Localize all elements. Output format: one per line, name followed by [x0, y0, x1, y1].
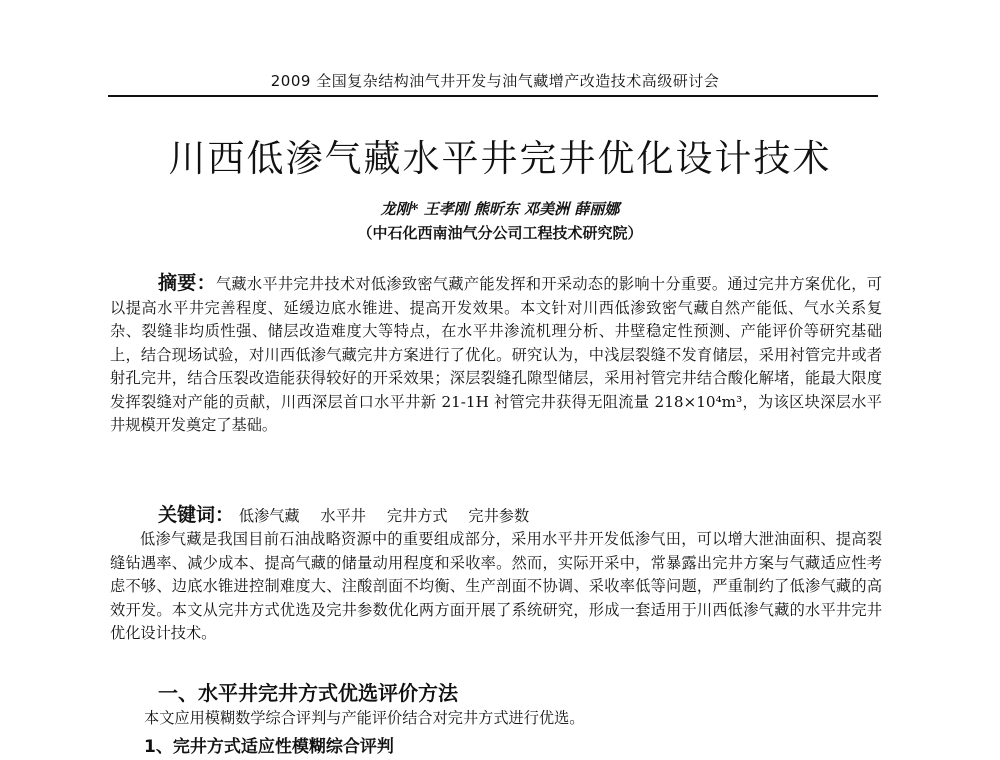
subsection-heading: 1、完井方式适应性模糊综合评判: [144, 737, 394, 757]
affiliation: （中石化西南油气分公司工程技术研究院）: [357, 224, 643, 242]
keyword-item: 完井方式: [386, 507, 448, 525]
section-text: 本文应用模糊数学综合评判与产能评价结合对完井方式进行优选。: [144, 709, 585, 727]
keyword-item: 完井参数: [468, 507, 530, 525]
keyword-item: 低渗气藏: [238, 507, 300, 525]
section-heading: 一、水平井完井方式优选评价方法: [158, 681, 458, 705]
keyword-item: 水平井: [320, 507, 366, 525]
author-list: 龙刚* 王孝刚 熊昕东 邓美洲 薛丽娜: [380, 200, 620, 218]
abstract: [110, 272, 882, 438]
keywords-label: 关键词：: [158, 504, 235, 526]
paper-title: 川西低渗气藏水平井完井优化设计技术: [168, 137, 832, 180]
abstract-text: 气藏水平井完井技术对低渗致密气藏产能发挥和开采动态的影响十分重要。通过完井方案优化，可以提高水平井完善程度、延缓边底水锥进、提高开发效果。本文针对川西低渗致密气藏自然产能低、气水关系复杂、裂缝非均质性强、储层改造难度大等特点，在水平井渗流机理分析、井壁稳定性预测、产能评价等研究基础上，结合现场试验，对川西低渗气藏完井方案进行了优化。研究认为，中浅层裂缝不发育储层，采用衬管完井或者射孔完井，结合压裂改造能获得较好的开采效果；深层裂缝孔隙型储层，采用衬管完井结合酸化解堵，能最大限度发挥裂缝对产能的贡献，川西深层首口水平井新 21-1H 衬管完井获得无阻流量 218×10⁴m³，为该区块深层水平井规模开发奠定了基础。: [110, 275, 882, 434]
header-rule: [108, 95, 878, 97]
abstract-label: 摘要：: [158, 272, 216, 294]
introduction-paragraph: 低渗气藏是我国目前石油战略资源中的重要组成部分，采用水平井开发低渗气田，可以增大泄油面积、提高裂缝钻遇率、减少成本、提高气藏的储量动用程度和采收率。然而，实际开采中，常暴露出完井方案与气藏适应性考虑不够、边底水锥进控制难度大、注酸剖面不均衡、生产剖面不协调、采收率低等问题，严重制约了低渗气藏的高效开发。本文从完井方式优选及完井参数优化两方面开展了系统研究，形成一套适用于川西低渗气藏的水平井完井优化设计技术。: [110, 530, 882, 642]
keywords: [158, 500, 882, 527]
running-header: 2009 全国复杂结构油气井开发与油气藏增产改造技术高级研讨会: [270, 72, 720, 90]
